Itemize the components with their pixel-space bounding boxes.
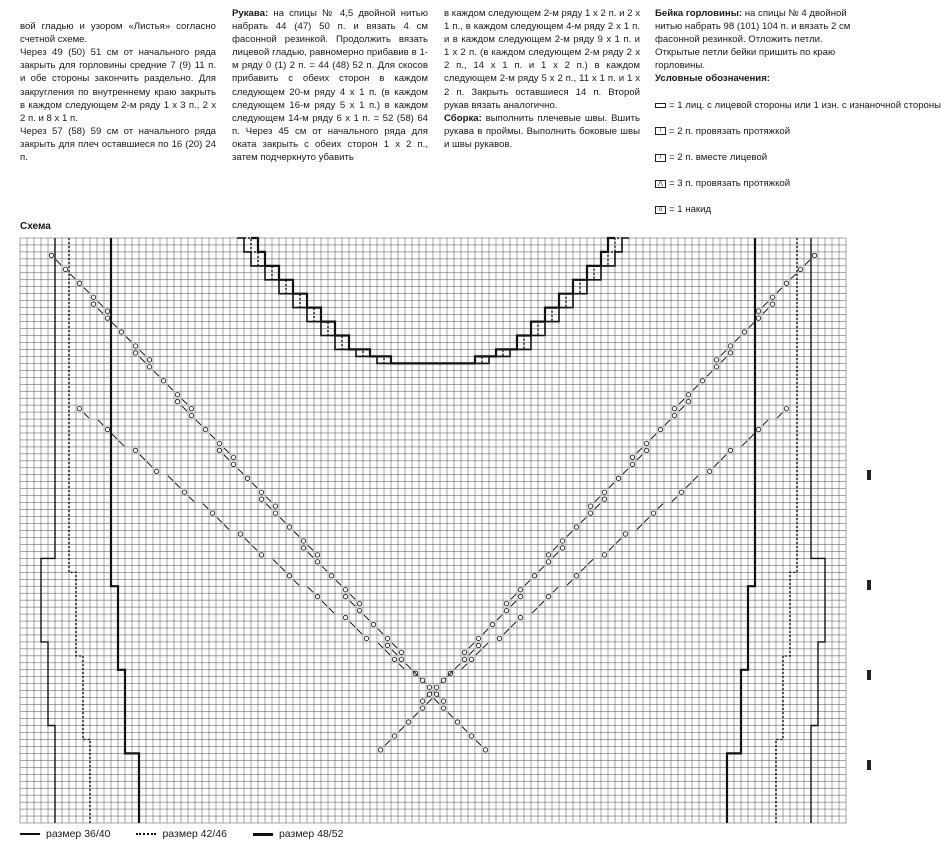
- legend-label: = 2 п. вместе лицевой: [669, 152, 768, 164]
- decrease-symbol: [224, 448, 229, 453]
- decrease-symbol: [483, 643, 488, 648]
- decrease-symbol: [623, 469, 628, 474]
- decrease-symbol: [721, 350, 726, 355]
- yarn-over-symbol: [189, 413, 193, 417]
- yarn-over-symbol: [770, 295, 774, 299]
- yarn-over-symbol: [784, 406, 788, 410]
- yarn-over-symbol: [343, 615, 347, 619]
- yarn-over-symbol: [742, 330, 746, 334]
- yarn-over-symbol: [245, 476, 249, 480]
- yarn-over-symbol: [301, 546, 305, 550]
- decrease-symbol: [399, 664, 404, 669]
- decrease-symbol: [532, 608, 537, 613]
- decrease-symbol: [679, 399, 684, 404]
- legend-item-sk2p: [655, 177, 851, 190]
- column-1-text: вой гладью и узором «Листья» согласно счетной схеме. Через 49 (50) 51 см от начального ряда закрыть для горловины средние 7 (9) 11 п. и обе стороны закончить раздельно. Для закругления по внутреннему краю закрыть в каждом следующем 2-м ряду 1 х 3 п., 2 х 2 п. и 8 х 1 п. Через 57 (58) 59 см от начального ряда закрыть для плеч оставшиеся по 16 (20) 24 п.: [20, 21, 216, 164]
- yarn-over-icon: o: [655, 206, 666, 214]
- yarn-over-symbol: [441, 699, 445, 703]
- legend-title: Условные обозначения:: [655, 73, 770, 85]
- yarn-over-symbol: [385, 636, 389, 640]
- column-3-text: в каждом следующем 2-м ряду 1 х 2 п. и 2 х 1 п., в каждом следующем 4-м ряду 2 х 1 п. и в каждом следующем 2-м ряду 9 х 1 п. и 1 х 2 п. (в каждом следующем 2-м ряду 2 х 2 п., 14 х 1 п. и 1 х 2 п.) в каждом следующем 2-м ряду 5 х 2 п., 11 х 1 п. и 1 х 2 п. Закрыть оставшиеся 14 п. Второй рукав вязать аналогично.: [444, 8, 640, 111]
- decrease-symbol: [210, 434, 215, 439]
- decrease-symbol: [140, 455, 145, 460]
- decrease-symbol: [567, 532, 572, 537]
- text-column-2: [232, 7, 428, 164]
- size-label: размер 36/40: [46, 828, 111, 840]
- decrease-symbol: [154, 371, 159, 376]
- yarn-over-symbol: [364, 636, 368, 640]
- decrease-symbol: [742, 441, 747, 446]
- decrease-symbol: [462, 664, 467, 669]
- decrease-symbol: [735, 337, 740, 342]
- thick-line-icon: [253, 833, 273, 836]
- decrease-symbol: [581, 518, 586, 523]
- yarn-over-symbol: [714, 365, 718, 369]
- yarn-over-symbol: [644, 448, 648, 452]
- decrease-symbol: [266, 497, 271, 502]
- sleeves-text: на спицы № 4,5 двойной нитью набрать 44 (47) 50 п. и вязать 4 см фасонной резинкой. Продолжить вязать лицевой гладью, равномерно прибавив в 1-м ряду 0 (1) 2 п. = 44 (48) 52 п. Для скосов прибавить с обеих сторон в каждом следующем 20-м ряду 4 х 1 п. (в каждом следующем 16-м ряду 5 х 1 п.) в каждом следующем 14-м ряду 6 х 1 п. = 52 (58) 64 п. Через 45 см от начального ряда для оката закрыть с обеих сторон 1 х 2 п., затем подчеркнуто убавить: [232, 8, 428, 164]
- decrease-symbol: [469, 650, 474, 655]
- yarn-over-symbol: [406, 720, 410, 724]
- yarn-over-symbol: [756, 309, 760, 313]
- yarn-over-symbol: [259, 553, 263, 557]
- yarn-over-symbol: [427, 692, 431, 696]
- yarn-over-symbol: [259, 497, 263, 501]
- yarn-over-symbol: [357, 601, 361, 605]
- decrease-symbol: [651, 434, 656, 439]
- decrease-symbol: [588, 559, 593, 564]
- neckband-heading: Бейка горловины:: [655, 8, 743, 19]
- yarn-over-symbol: [133, 448, 137, 452]
- yarn-over-symbol: [686, 399, 690, 403]
- yarn-over-symbol: [301, 539, 305, 543]
- yarn-over-symbol: [259, 490, 263, 494]
- yarn-over-symbol: [133, 351, 137, 355]
- neckband-text: на спицы № 4 двойной нитью набрать 98 (101) 104 п. и вязать 2 см фасонной резинкой. Отложить петли. Открытые петли бейки пришить по краю горловины.: [655, 8, 851, 72]
- decrease-symbol: [140, 357, 145, 362]
- decrease-symbol: [280, 518, 285, 523]
- decrease-symbol: [294, 580, 299, 585]
- decrease-symbol: [553, 587, 558, 592]
- decrease-symbol: [805, 260, 810, 265]
- yarn-over-symbol: [385, 643, 389, 647]
- dotted-line-icon: [136, 833, 156, 835]
- decrease-symbol: [168, 385, 173, 390]
- yarn-over-symbol: [560, 539, 564, 543]
- decrease-symbol: [763, 302, 768, 307]
- decrease-symbol: [581, 566, 586, 571]
- decrease-symbol: [553, 552, 558, 557]
- yarn-over-symbol: [651, 511, 655, 515]
- yarn-over-symbol: [189, 406, 193, 410]
- decrease-symbol: [98, 309, 103, 314]
- decrease-symbol: [567, 580, 572, 585]
- decrease-symbol: [112, 323, 117, 328]
- size-legend-item: [253, 828, 343, 840]
- schema-title: Схема: [20, 221, 51, 232]
- decrease-symbol: [777, 288, 782, 293]
- legend-item-ssk: [655, 125, 851, 138]
- yarn-over-symbol: [399, 657, 403, 661]
- decrease-symbol: [714, 462, 719, 467]
- yarn-over-symbol: [147, 358, 151, 362]
- decrease-symbol: [84, 288, 89, 293]
- yarn-over-symbol: [49, 253, 53, 257]
- yarn-over-symbol: [546, 553, 550, 557]
- decrease-symbol: [252, 545, 257, 550]
- decrease-symbol: [686, 483, 691, 488]
- page-edge-marks: [865, 470, 871, 770]
- decrease-symbol: [448, 713, 453, 718]
- yarn-over-symbol: [238, 532, 242, 536]
- decrease-symbol: [553, 545, 558, 550]
- decrease-symbol: [511, 594, 516, 599]
- decrease-symbol: [511, 601, 516, 606]
- decrease-symbol: [350, 594, 355, 599]
- decrease-symbol: [182, 406, 187, 411]
- decrease-symbol: [609, 545, 614, 550]
- yarn-over-symbol: [588, 511, 592, 515]
- yarn-over-symbol: [812, 253, 816, 257]
- decrease-symbol: [413, 713, 418, 718]
- decrease-symbol: [455, 664, 460, 669]
- decrease-symbol: [483, 629, 488, 634]
- yarn-over-symbol: [105, 316, 109, 320]
- decrease-symbol: [658, 504, 663, 509]
- yarn-over-symbol: [77, 406, 81, 410]
- yarn-over-symbol: [714, 358, 718, 362]
- decrease-symbol: [693, 385, 698, 390]
- decrease-symbol: [616, 538, 621, 543]
- decrease-symbol: [672, 497, 677, 502]
- yarn-over-symbol: [497, 636, 501, 640]
- yarn-over-symbol: [504, 601, 508, 605]
- yarn-over-symbol: [441, 706, 445, 710]
- yarn-over-symbol: [462, 657, 466, 661]
- yarn-over-symbol: [203, 427, 207, 431]
- yarn-over-symbol: [756, 427, 760, 431]
- decrease-symbol: [182, 399, 187, 404]
- decrease-symbol: [308, 552, 313, 557]
- decrease-symbol: [175, 483, 180, 488]
- decrease-symbol: [336, 580, 341, 585]
- decrease-symbol: [791, 274, 796, 279]
- size-label: размер 48/52: [278, 828, 344, 840]
- yarn-over-symbol: [469, 734, 473, 738]
- decrease-symbol: [637, 448, 642, 453]
- yarn-over-symbol: [287, 525, 291, 529]
- yarn-over-symbol: [546, 594, 550, 598]
- decrease-symbol: [427, 699, 432, 704]
- legend-label: = 1 лиц. с лицевой стороны или 1 изн. с изнаночной стороны: [669, 99, 941, 111]
- decrease-symbol: [196, 420, 201, 425]
- yarn-over-symbol: [588, 504, 592, 508]
- knit-stitch-icon: [655, 103, 666, 108]
- yarn-over-symbol: [574, 574, 578, 578]
- yarn-over-symbol: [182, 490, 186, 494]
- decrease-symbol: [707, 371, 712, 376]
- solid-line-icon: [20, 833, 40, 835]
- yarn-over-symbol: [231, 455, 235, 459]
- legend-item-k2tog: [655, 151, 851, 164]
- decrease-symbol: [385, 740, 390, 745]
- decrease-symbol: [308, 587, 313, 592]
- decrease-symbol: [777, 413, 782, 418]
- yarn-over-symbol: [231, 462, 235, 466]
- yarn-over-symbol: [329, 574, 333, 578]
- decrease-symbol: [280, 566, 285, 571]
- decrease-symbol: [56, 260, 61, 265]
- ssk-icon: \: [655, 127, 666, 135]
- decrease-symbol: [539, 566, 544, 571]
- yarn-over-symbol: [518, 615, 522, 619]
- yarn-over-symbol: [756, 316, 760, 320]
- yarn-over-symbol: [287, 574, 291, 578]
- yarn-over-symbol: [315, 560, 319, 564]
- yarn-over-symbol: [420, 678, 424, 682]
- decrease-symbol: [637, 525, 642, 530]
- decrease-symbol: [469, 643, 474, 648]
- legend-item-yarnover: [655, 203, 851, 216]
- size-label: размер 42/46: [162, 828, 227, 840]
- decrease-symbol: [595, 497, 600, 502]
- yarn-over-symbol: [602, 497, 606, 501]
- yarn-over-symbol: [616, 476, 620, 480]
- decrease-symbol: [189, 497, 194, 502]
- decrease-symbol: [224, 525, 229, 530]
- yarn-over-symbol: [175, 392, 179, 396]
- yarn-over-symbol: [462, 650, 466, 654]
- yarn-over-symbol: [728, 351, 732, 355]
- yarn-over-symbol: [273, 511, 277, 515]
- decrease-symbol: [504, 629, 509, 634]
- decrease-symbol: [693, 476, 698, 481]
- yarn-over-symbol: [679, 490, 683, 494]
- legend-label: = 1 накид: [669, 204, 712, 216]
- yarn-over-symbol: [105, 309, 109, 313]
- decrease-symbol: [350, 622, 355, 627]
- text-column-3: [444, 7, 640, 151]
- decrease-symbol: [350, 601, 355, 606]
- decrease-symbol: [525, 580, 530, 585]
- decrease-symbol: [266, 504, 271, 509]
- decrease-symbol: [721, 455, 726, 460]
- decrease-symbol: [84, 413, 89, 418]
- yarn-over-symbol: [469, 657, 473, 661]
- decrease-symbol: [609, 483, 614, 488]
- yarn-over-symbol: [504, 608, 508, 612]
- yarn-over-symbol: [343, 587, 347, 591]
- yarn-over-symbol: [63, 267, 67, 271]
- decrease-symbol: [665, 420, 670, 425]
- yarn-over-symbol: [770, 302, 774, 306]
- sleeves-heading: Рукава:: [232, 8, 269, 19]
- yarn-over-symbol: [91, 302, 95, 306]
- yarn-over-symbol: [315, 553, 319, 557]
- decrease-symbol: [245, 538, 250, 543]
- decrease-symbol: [364, 615, 369, 620]
- yarn-over-symbol: [644, 441, 648, 445]
- decrease-symbol: [399, 727, 404, 732]
- yarn-over-symbol: [686, 392, 690, 396]
- decrease-symbol: [224, 455, 229, 460]
- decrease-symbol: [203, 504, 208, 509]
- yarn-over-symbol: [672, 413, 676, 417]
- yarn-over-symbol: [434, 692, 438, 696]
- yarn-over-symbol: [217, 448, 221, 452]
- yarn-over-symbol: [630, 455, 634, 459]
- decrease-symbol: [322, 566, 327, 571]
- decrease-symbol: [98, 420, 103, 425]
- yarn-over-symbol: [546, 560, 550, 564]
- size-legend-item: [20, 828, 110, 840]
- yarn-over-symbol: [728, 344, 732, 348]
- decrease-symbol: [378, 643, 383, 648]
- yarn-over-symbol: [700, 379, 704, 383]
- yarn-over-symbol: [784, 281, 788, 285]
- yarn-over-symbol: [105, 427, 109, 431]
- yarn-over-symbol: [175, 399, 179, 403]
- decrease-symbol: [679, 406, 684, 411]
- yarn-over-symbol: [476, 636, 480, 640]
- decrease-symbol: [98, 302, 103, 307]
- decrease-symbol: [637, 455, 642, 460]
- decrease-symbol: [476, 740, 481, 745]
- decrease-symbol: [70, 274, 75, 279]
- decrease-symbol: [763, 309, 768, 314]
- yarn-over-symbol: [427, 685, 431, 689]
- yarn-over-symbol: [658, 427, 662, 431]
- legend-label: = 2 п. провязать протяжкой: [669, 125, 791, 137]
- decrease-symbol: [406, 664, 411, 669]
- knitting-chart: [20, 238, 846, 823]
- yarn-over-symbol: [483, 748, 487, 752]
- decrease-symbol: [168, 476, 173, 481]
- yarn-over-symbol: [210, 511, 214, 515]
- yarn-over-symbol: [217, 441, 221, 445]
- legend-item-knit: [655, 99, 941, 112]
- decrease-symbol: [497, 615, 502, 620]
- decrease-symbol: [763, 420, 768, 425]
- yarn-over-symbol: [420, 699, 424, 703]
- yarn-over-symbol: [560, 546, 564, 550]
- yarn-over-symbol: [154, 469, 158, 473]
- assembly-heading: Сборка:: [444, 112, 482, 124]
- yarn-over-symbol: [518, 594, 522, 598]
- decrease-symbol: [294, 532, 299, 537]
- yarn-over-symbol: [623, 532, 627, 536]
- decrease-symbol: [385, 650, 390, 655]
- decrease-symbol: [147, 462, 152, 467]
- yarn-over-symbol: [672, 406, 676, 410]
- yarn-over-symbol: [119, 330, 123, 334]
- yarn-over-symbol: [133, 344, 137, 348]
- decrease-symbol: [511, 622, 516, 627]
- legend-list: [655, 86, 941, 230]
- decrease-symbol: [112, 434, 117, 439]
- assembly-text: выполнить плечевые швы. Вшить рукава в проймы. Выполнить боковые швы и швы рукавов.: [444, 112, 640, 150]
- size-legend: [20, 828, 369, 840]
- yarn-over-symbol: [161, 379, 165, 383]
- text-column-4: [655, 7, 941, 230]
- yarn-over-symbol: [273, 504, 277, 508]
- decrease-symbol: [273, 559, 278, 564]
- yarn-over-symbol: [707, 469, 711, 473]
- yarn-over-symbol: [574, 525, 578, 529]
- legend-label: = 3 п. провязать протяжкой: [669, 178, 791, 190]
- size-legend-item: [136, 828, 226, 840]
- decrease-symbol: [126, 337, 131, 342]
- yarn-over-symbol: [392, 657, 396, 661]
- decrease-symbol: [217, 518, 222, 523]
- yarn-over-symbol: [476, 643, 480, 647]
- yarn-over-symbol: [728, 448, 732, 452]
- yarn-over-symbol: [434, 685, 438, 689]
- yarn-over-symbol: [147, 365, 151, 369]
- yarn-over-symbol: [602, 553, 606, 557]
- yarn-over-symbol: [518, 587, 522, 591]
- decrease-symbol: [644, 518, 649, 523]
- yarn-over-symbol: [602, 490, 606, 494]
- decrease-symbol: [539, 601, 544, 606]
- decrease-symbol: [434, 699, 439, 704]
- text-column-1: [20, 7, 216, 164]
- decrease-symbol: [476, 650, 481, 655]
- decrease-symbol: [308, 545, 313, 550]
- yarn-over-symbol: [343, 594, 347, 598]
- yarn-over-symbol: [532, 574, 536, 578]
- yarn-over-symbol: [77, 281, 81, 285]
- decrease-symbol: [595, 504, 600, 509]
- decrease-symbol: [322, 601, 327, 606]
- k2tog-icon: /: [655, 154, 666, 162]
- decrease-symbol: [749, 323, 754, 328]
- decrease-symbol: [378, 629, 383, 634]
- decrease-symbol: [462, 727, 467, 732]
- decrease-symbol: [238, 469, 243, 474]
- yarn-over-symbol: [798, 267, 802, 271]
- yarn-over-symbol: [91, 295, 95, 299]
- yarn-over-symbol: [490, 622, 494, 626]
- decrease-symbol: [749, 434, 754, 439]
- yarn-over-symbol: [392, 734, 396, 738]
- decrease-symbol: [140, 350, 145, 355]
- decrease-symbol: [392, 643, 397, 648]
- yarn-over-symbol: [399, 650, 403, 654]
- yarn-over-symbol: [378, 748, 382, 752]
- yarn-over-symbol: [420, 706, 424, 710]
- sk2p-icon: ⋀: [655, 180, 666, 188]
- decrease-symbol: [357, 629, 362, 634]
- yarn-over-symbol: [441, 678, 445, 682]
- yarn-over-symbol: [315, 594, 319, 598]
- chart-grid: [20, 238, 846, 823]
- decrease-symbol: [252, 483, 257, 488]
- decrease-symbol: [721, 357, 726, 362]
- yarn-over-symbol: [455, 720, 459, 724]
- yarn-over-symbol: [357, 608, 361, 612]
- yarn-over-symbol: [371, 622, 375, 626]
- yarn-over-symbol: [630, 462, 634, 466]
- decrease-symbol: [329, 608, 334, 613]
- decrease-symbol: [392, 650, 397, 655]
- decrease-symbol: [119, 441, 124, 446]
